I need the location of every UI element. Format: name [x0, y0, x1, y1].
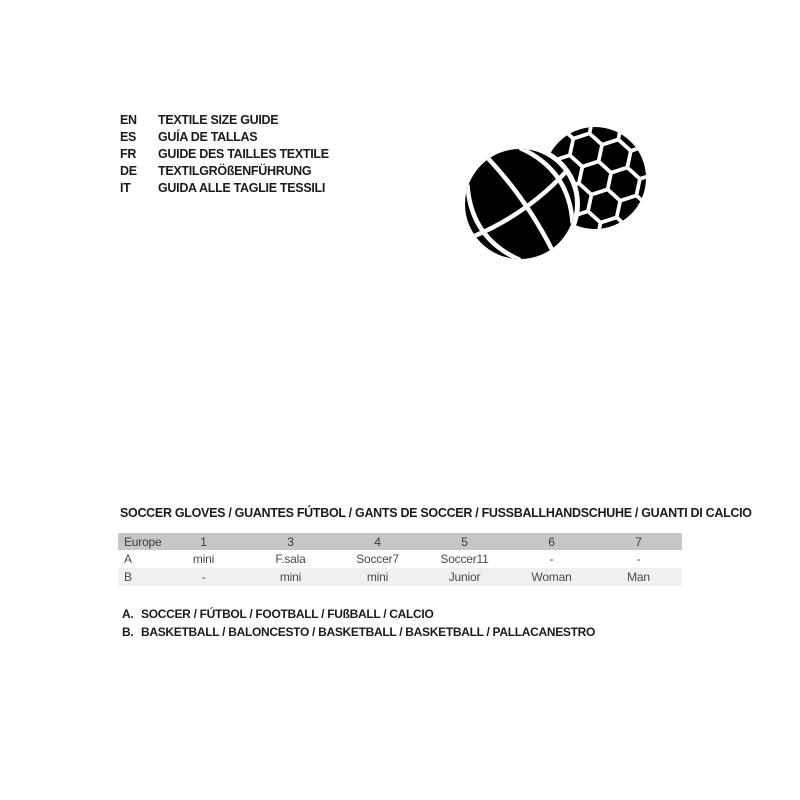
size-table-title: SOCCER GLOVES / GUANTES FÚTBOL / GANTS DE SOCCER / FUSSBALLHANDSCHUHE / GUANTI DI CALCIO — [120, 506, 752, 520]
footnote-key: B. — [122, 624, 134, 639]
table-cell: mini — [279, 570, 302, 584]
table-cell: - — [636, 552, 641, 566]
header-cell: 4 — [374, 534, 381, 549]
table-cell: mini — [366, 570, 389, 584]
list-item — [120, 180, 329, 197]
size-table-section — [118, 506, 752, 586]
table-cell: mini — [192, 552, 215, 566]
table-row — [118, 550, 682, 568]
header-cell: 6 — [548, 534, 555, 549]
language-code: ES — [120, 130, 137, 144]
header-cell: 7 — [635, 534, 642, 549]
table-cell: Woman — [531, 570, 572, 584]
table-cell: Soccer7 — [356, 552, 399, 566]
table-cell: - — [549, 552, 554, 566]
header-cell: Europe — [124, 534, 162, 549]
footnote-text: SOCCER / FÚTBOL / FOOTBALL / FUßBALL / CALCIO — [141, 607, 434, 621]
footnote-a — [122, 606, 595, 624]
row-label: B — [124, 570, 132, 584]
language-code: IT — [120, 181, 131, 195]
table-cell: Soccer11 — [440, 552, 489, 566]
language-label: GUÍA DE TALLAS — [158, 130, 258, 144]
header-cell: 3 — [287, 534, 294, 549]
size-table — [118, 533, 682, 586]
language-code: DE — [120, 164, 137, 178]
footnotes — [122, 606, 595, 641]
table-cell: Junior — [448, 570, 481, 584]
balls-illustration — [452, 92, 692, 272]
header-cell: 1 — [200, 534, 207, 549]
language-label: GUIDE DES TAILLES TEXTILE — [158, 147, 329, 161]
list-item — [120, 112, 329, 129]
language-guide-list — [120, 112, 329, 197]
header-cell: 5 — [461, 534, 468, 549]
row-label: A — [124, 552, 132, 566]
footnote-b — [122, 624, 595, 642]
language-code: FR — [120, 147, 137, 161]
language-label: TEXTILE SIZE GUIDE — [158, 113, 279, 127]
list-item — [120, 163, 329, 180]
table-row — [118, 568, 682, 586]
list-item — [120, 146, 329, 163]
table-header-row — [118, 533, 682, 550]
language-label: TEXTILGRÖßENFÜHRUNG — [158, 164, 312, 178]
table-cell: - — [201, 570, 206, 584]
table-cell: Man — [627, 570, 650, 584]
table-cell: F.sala — [275, 552, 306, 566]
footnote-key: A. — [122, 607, 134, 621]
language-label: GUIDA ALLE TAGLIE TESSILI — [158, 181, 326, 195]
language-code: EN — [120, 113, 137, 127]
footnote-text: BASKETBALL / BALONCESTO / BASKETBALL / BASKETBALL / PALLACANESTRO — [141, 624, 596, 639]
list-item — [120, 129, 329, 146]
